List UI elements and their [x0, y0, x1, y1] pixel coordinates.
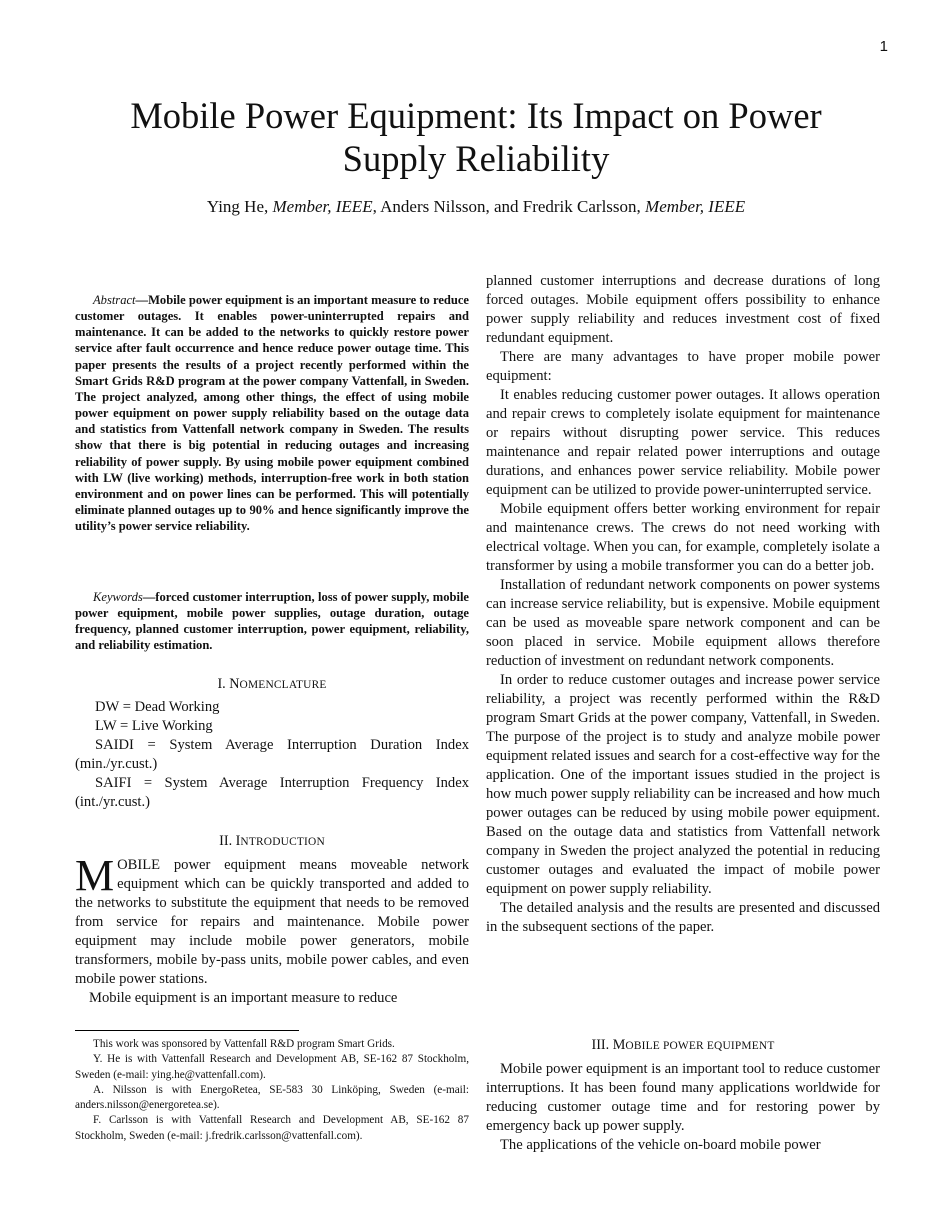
nomenclature-item: SAIFI = System Average Interruption Frequency Index (int./yr.cust.)	[75, 775, 469, 810]
author-1: Ying He,	[206, 197, 273, 216]
title-line-1: Mobile Power Equipment: Its Impact on Power	[130, 95, 822, 136]
body-paragraph: It enables reducing customer power outages. It allows operation and repair crews to completely isolate equipment for maintenance or repairs without disrupting power service. This reduces maintenance and repair related power interruptions and outage durations, and enhances power service reliability. Mobile power equipment can be utilized to provide power-uninterrupted service.	[486, 387, 880, 498]
body-paragraph: The detailed analysis and the results are presented and discussed in the subsequent sections of the paper.	[486, 900, 880, 935]
keywords-label: Keywords	[93, 590, 143, 604]
nomenclature-list	[75, 698, 469, 812]
section-heading-mobile-power-equipment: III. MOBILE POWER EQUIPMENT	[591, 1037, 775, 1053]
right-column-body	[486, 272, 880, 937]
author-3-membership: Member, IEEE	[645, 197, 746, 216]
footnotes	[75, 1037, 469, 1144]
footnote: F. Carlsson is with Vattenfall Research and Development AB, SE-162 87 Stockholm, Sweden (e-mail: j.fredrik.carlsson@vattenfall.com).	[75, 1114, 469, 1142]
section3-body	[486, 1060, 880, 1155]
footnote: Y. He is with Vattenfall Research and Development AB, SE-162 87 Stockholm, Sweden (e-mail: ying.he@vattenfall.com).	[75, 1053, 469, 1081]
body-paragraph: planned customer interruptions and decrease durations of long forced outages. Mobile equipment offers possibility to enhance power supply reliability and reduces investment cost of fixed redundant equipment.	[486, 273, 880, 346]
intro-paragraph: MOBILE power equipment means moveable network equipment which can be quickly transported and added to the networks to substitute the equipment that needs to be removed from service for repairs and maintenance. Mobile power equipment may include mobile power generators, mobile transformers, mobile by-pass units, mobile power cables, and even mobile power stations.	[75, 851, 469, 987]
abstract-text: —Mobile power equipment is an important measure to reduce customer outages. It enables power-uninterrupted repairs and maintenance. It can be added to the networks to quickly restore power service after fault occurrence and hence reduce power outage time. This paper presents the results of a project recently performed within the Smart Grids R&D program at the power company Vattenfall, in Sweden. The project analyzed, among other things, the effect of using mobile power equipment on power supply reliability based on the outage data and statistics from Vattenfall network company in Sweden. The results show that there is big potential in reducing outages and increasing reliability of power supply. By using mobile power equipment combined with LW (live working) methods, interruption-free work in both station environment and on power lines can be performed. This will potentially eliminate planned outages up to 90% and hence significantly improve the utility’s power service reliability.	[75, 293, 469, 534]
abstract-label: Abstract	[93, 293, 136, 307]
nomenclature-item: LW = Live Working	[95, 718, 213, 734]
section-heading-nomenclature: I. NOMENCLATURE	[217, 676, 327, 692]
paper-title	[60, 94, 892, 180]
keywords-text: —forced customer interruption, loss of power supply, mobile power equipment, mobile power supplies, outage duration, outage frequency, planned customer interruption, power equipment, reliability, and reliability estimation.	[75, 590, 469, 653]
body-paragraph: Mobile power equipment is an important tool to reduce customer interruptions. It has been found many applications worldwide for reducing customer outage time and for restoring power by emergency back up power supply.	[486, 1061, 880, 1134]
footnote: A. Nilsson is with EnergoRetea, SE-583 30 Linköping, Sweden (e-mail: anders.nilsson@energoretea.se).	[75, 1083, 469, 1112]
body-paragraph: In order to reduce customer outages and increase power service reliability, a project was recently performed within the R&D program Smart Grids at the power company, Vattenfall, in Sweden. The purpose of the project is to study and analyze mobile power equipment related issues and search for a cost-effective way for the application. One of the important issues studied in the project is how much power supply reliability can be increased and how much power outages can be reduced by using mobile power equipment. Based on the outage data and statistics from Vattenfall network company in Sweden the project analyzed the potential in reducing customer outages and evaluated the impact of mobile power equipment on power supply reliability.	[486, 672, 880, 897]
footnote: This work was sponsored by Vattenfall R&D program Smart Grids.	[93, 1038, 395, 1050]
footnote-divider	[75, 1030, 299, 1031]
author-1-membership: Member, IEEE	[272, 197, 373, 216]
drop-cap: M	[75, 851, 115, 900]
author-list	[60, 197, 892, 217]
author-2-3: , Anders Nilsson, and Fredrik Carlsson,	[372, 197, 646, 216]
page-number: 1	[879, 38, 888, 55]
body-paragraph: Mobile equipment offers better working environment for repair and maintenance crews. The crews do not need working with electrical voltage. When you can, for example, completely isolate a transformer by using a mobile transformer you can do a better job.	[486, 501, 880, 574]
title-line-2: Supply Reliability	[342, 138, 610, 179]
body-paragraph: Installation of redundant network components on power systems can increase service reliability, but is expensive. Mobile equipment can be used as moveable spare network component and can be soon placed in service. Mobile equipment allows therefore reduction of investment on redundant network components.	[486, 577, 880, 669]
nomenclature-item: DW = Dead Working	[95, 699, 220, 715]
keywords	[75, 589, 469, 654]
body-paragraph: There are many advantages to have proper mobile power equipment:	[486, 349, 880, 384]
intro-paragraph: Mobile equipment is an important measure to reduce	[89, 990, 398, 1006]
introduction-body	[75, 851, 469, 1008]
section-heading-introduction: II. INTRODUCTION	[219, 833, 325, 849]
abstract	[75, 292, 469, 534]
body-paragraph: The applications of the vehicle on-board mobile power	[500, 1137, 821, 1153]
nomenclature-item: SAIDI = System Average Interruption Duration Index (min./yr.cust.)	[75, 737, 469, 772]
